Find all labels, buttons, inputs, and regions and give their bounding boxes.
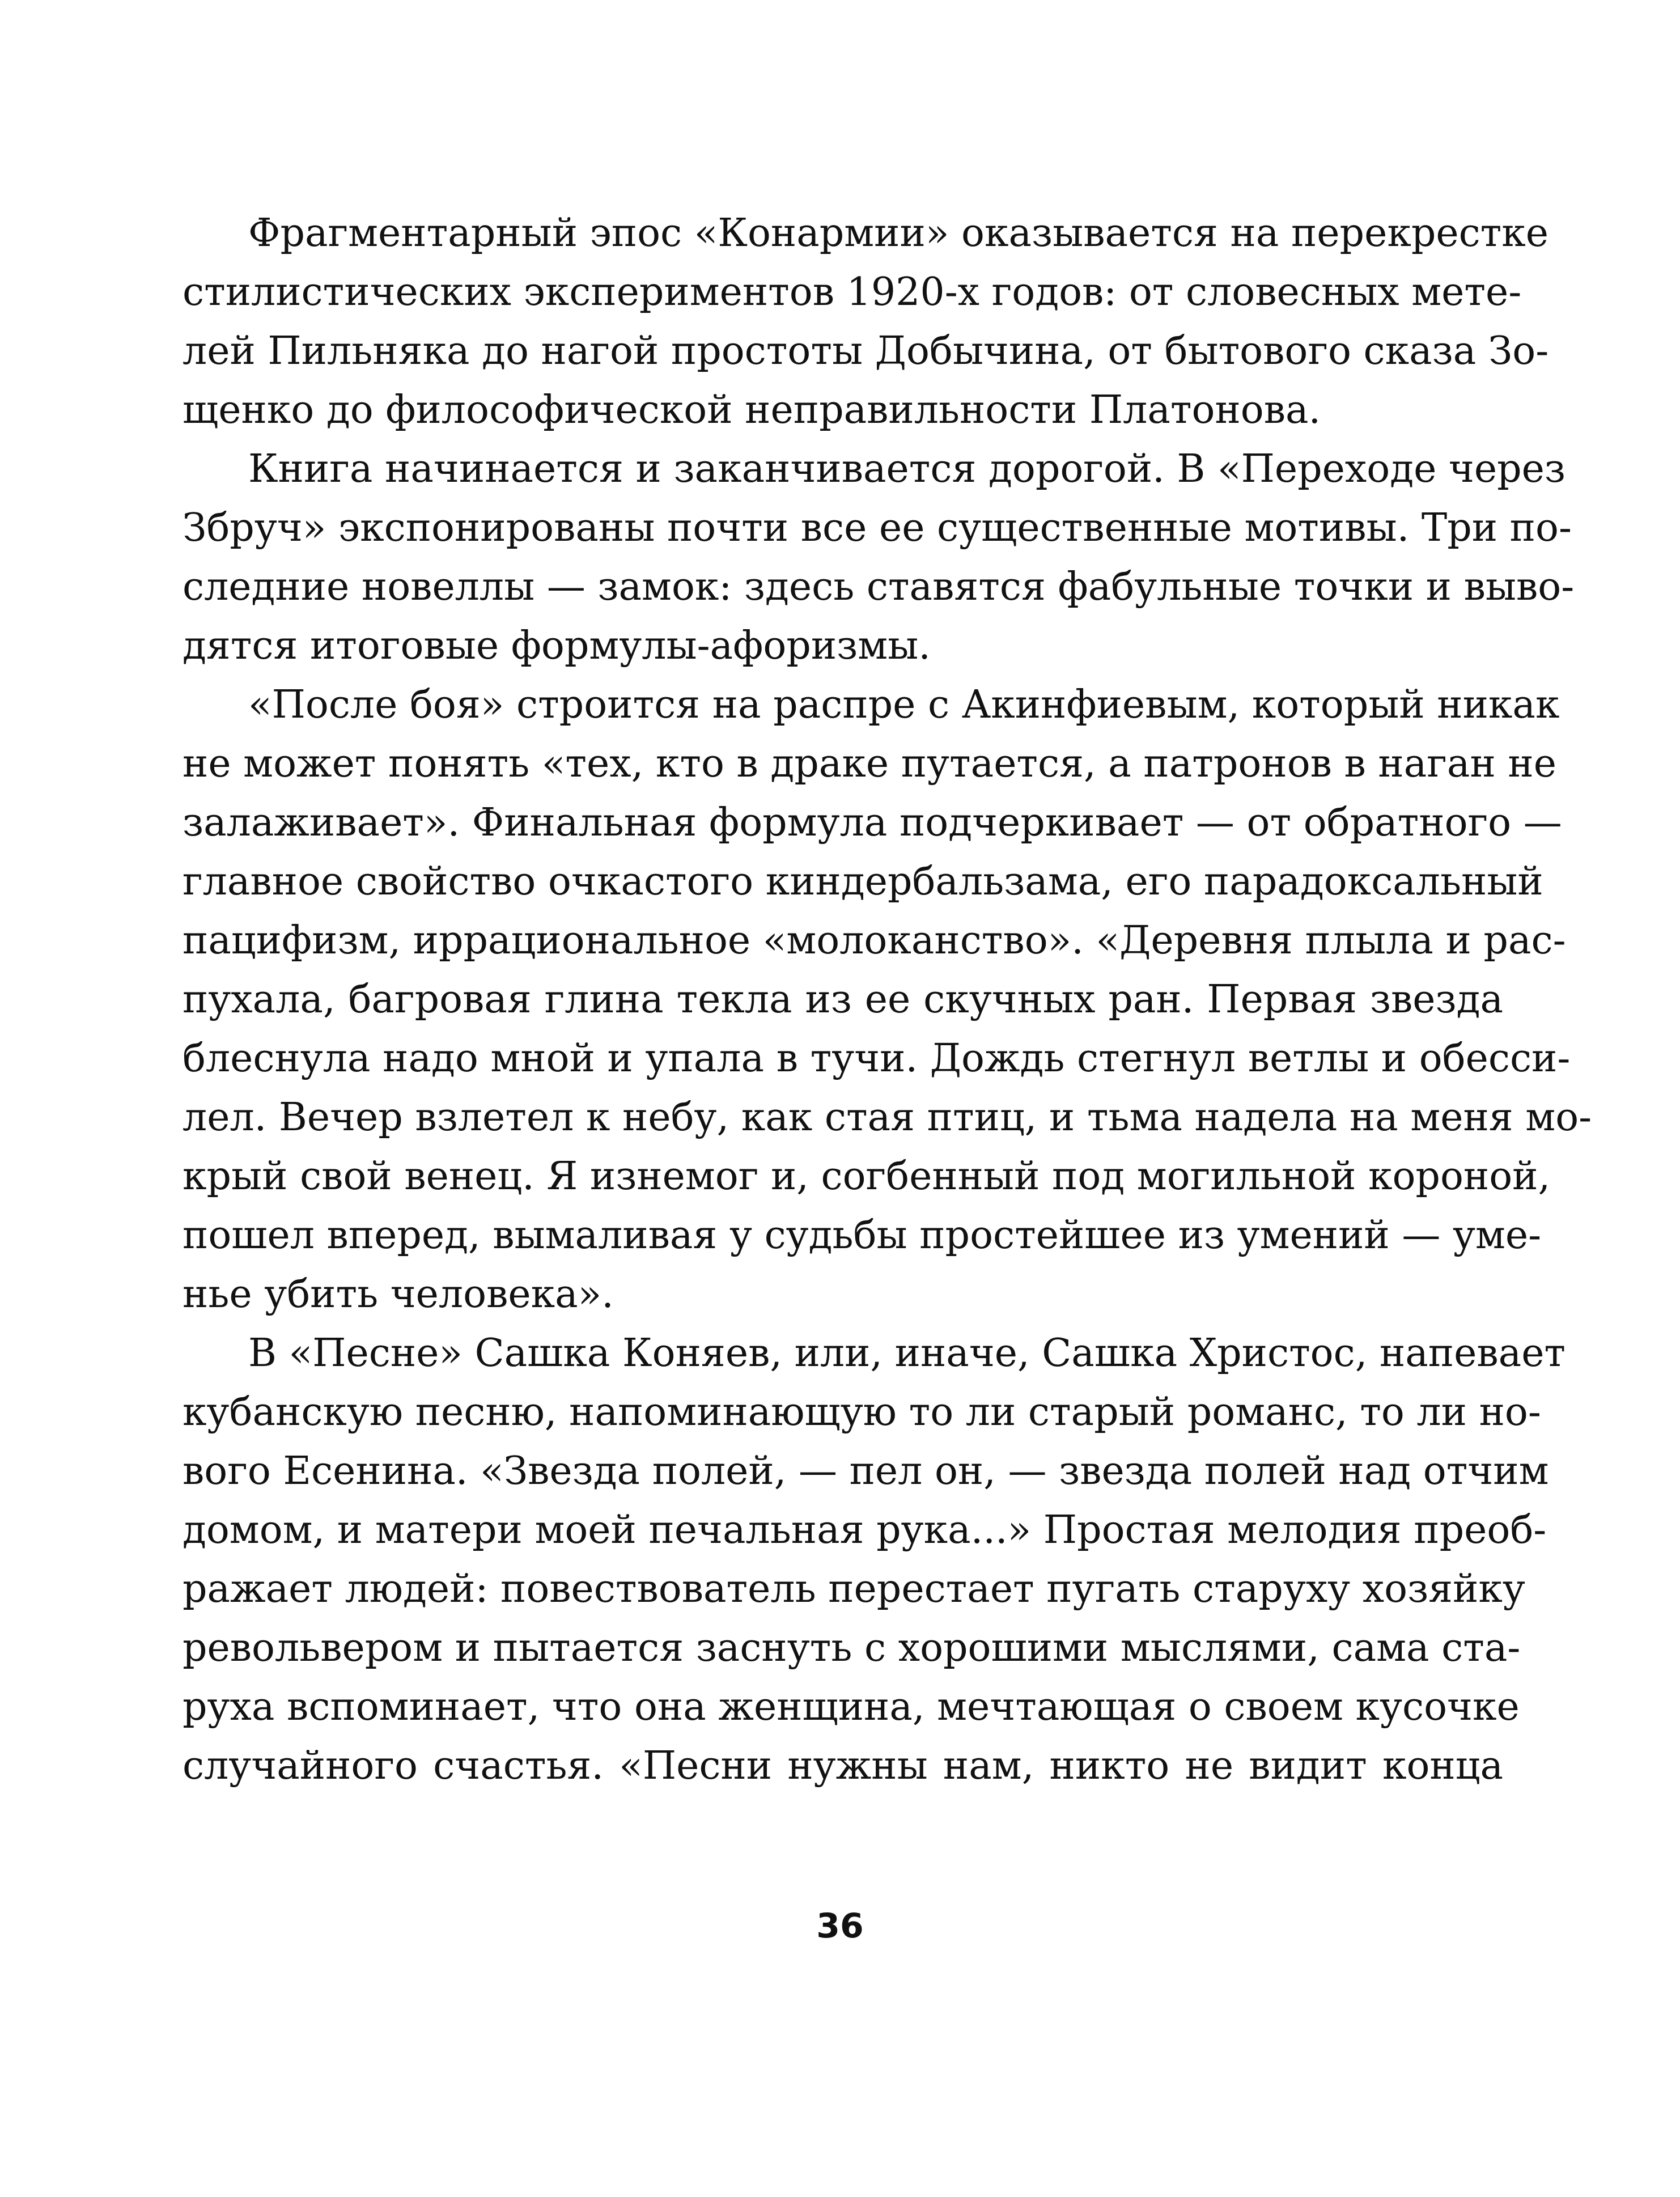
paragraph-4	[183, 1324, 1566, 1796]
text-line: крый свой венец. Я изнемог и, согбенный под могильной короной,	[183, 1154, 1551, 1199]
text-line: случайного счастья. «Песни нужны нам, никто не видит конца	[183, 1744, 1503, 1788]
text-line: лел. Вечер взлетел к небу, как стая птиц, и тьма надела на меня мо-	[183, 1095, 1592, 1140]
text-line: стилистических экспериментов 1920-х годов: от словесных мете-	[183, 270, 1522, 315]
text-line: залаживает». Финальная формула подчеркивает — от обратного —	[183, 800, 1562, 845]
paragraph-2	[183, 440, 1575, 676]
text-line: кубанскую песню, напоминающую то ли старый романс, то ли но-	[183, 1390, 1541, 1435]
text-line: руха вспоминает, что она женщина, мечтающая о своем кусочке	[183, 1685, 1520, 1729]
page-number: 36	[816, 1906, 864, 1946]
text-line: лей Пильняка до нагой простоты Добычина, от бытового сказа Зо-	[183, 329, 1549, 374]
text-line: дятся итоговые формулы-афоризмы.	[183, 624, 931, 668]
page-body	[183, 204, 1592, 1796]
text-line: ражает людей: повествователь перестает пугать старуху хозяйку	[183, 1567, 1525, 1611]
text-line: пошел вперед, вымаливая у судьбы простейшее из умений — уме-	[183, 1213, 1542, 1258]
text-line: Книга начинается и заканчивается дорогой. В «Переходе через	[248, 447, 1566, 491]
paragraph-1	[183, 204, 1549, 440]
text-line: домом, и матери моей печальная рука...» Простая мелодия преоб-	[183, 1508, 1547, 1553]
text-line: пухала, багровая глина текла из ее скучных ран. Первая звезда	[183, 977, 1503, 1022]
text-line: нье убить человека».	[183, 1272, 614, 1317]
text-line: главное свойство очкастого киндербальзама, его парадоксальный	[183, 859, 1543, 904]
text-line: не может понять «тех, кто в драке путается, а патронов в наган не	[183, 741, 1556, 786]
text-line: щенко до философической неправильности Платонова.	[183, 388, 1321, 432]
text-line: блеснула надо мной и упала в тучи. Дождь стегнул ветлы и обесси-	[183, 1036, 1571, 1081]
text-line: вого Есенина. «Звезда полей, — пел он, — звезда полей над отчим	[183, 1449, 1549, 1494]
text-line: револьвером и пытается заснуть с хорошими мыслями, сама ста-	[183, 1626, 1521, 1670]
text-line: «После боя» строится на распре с Акинфиевым, который никак	[248, 682, 1560, 727]
text-line: следние новеллы — замок: здесь ставятся фабульные точки и выво-	[183, 565, 1575, 609]
text-line: Фрагментарный эпос «Конармии» оказывается на перекрестке	[248, 211, 1549, 256]
paragraph-3	[183, 676, 1592, 1324]
text-line: Збруч» экспонированы почти все ее существенные мотивы. Три по-	[183, 506, 1572, 550]
text-line: В «Песне» Сашка Коняев, или, иначе, Сашка Христос, напевает	[248, 1331, 1566, 1376]
text-line: пацифизм, иррациональное «молоканство». «Деревня плыла и рас-	[183, 918, 1566, 963]
